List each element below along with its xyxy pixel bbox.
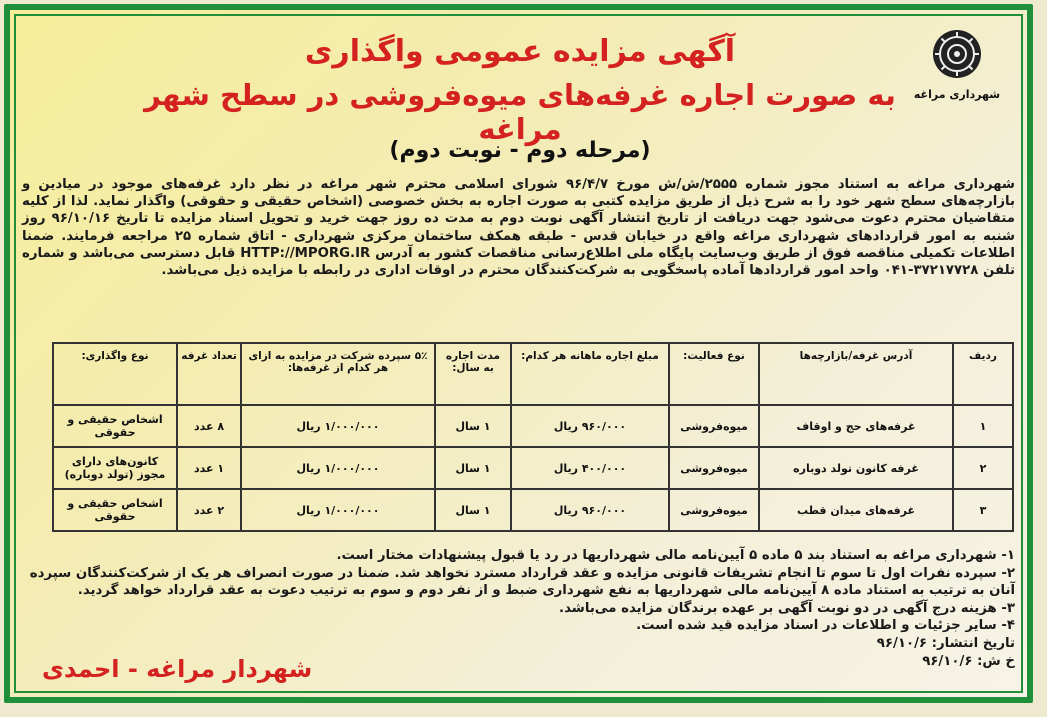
cell-rent: ۹۶۰/۰۰۰ ریال [511,405,669,447]
table-header-row [53,343,1013,405]
cell-count: ۲ عدد [177,489,241,531]
header-activity: نوع فعالیت: [669,343,759,405]
header-rent: مبلغ اجاره ماهانه هر کدام: [511,343,669,405]
signature: شهردار مراغه - احمدی [42,655,313,683]
note-1: ۱- شهرداری مراغه به استناد بند ۵ ماده ۵ آیین‌نامه مالی شهرداریها در رد یا قبول پیشنهادات مختار است. [336,548,1015,563]
note-3: ۳- هزینه درج آگهی در دو نوبت آگهی بر عهده برندگان مزایده می‌باشد. [559,600,1015,616]
cell-rent: ۹۶۰/۰۰۰ ریال [511,489,669,531]
table-row [53,447,1013,489]
header-duration: مدت اجاره به سال: [435,343,511,405]
publish-date: تاریخ انتشار: ۹۶/۱۰/۶ [876,635,1015,651]
cell-row-no: ۲ [953,447,1013,489]
cell-deposit: ۱/۰۰۰/۰۰۰ ریال [241,447,435,489]
header-assignment: نوع واگذاری: [53,343,177,405]
cell-deposit: ۱/۰۰۰/۰۰۰ ریال [241,489,435,531]
cell-assignment: اشخاص حقیقی و حقوقی [53,405,177,447]
cell-activity: میوه‌فروشی [669,447,759,489]
header-deposit: ۵٪ سپرده شرکت در مزایده به ازای هر کدام از غرفه‌ها: [241,343,435,405]
auction-table [52,342,1014,532]
logo [912,28,1002,101]
title-line-1: آگهی مزایده عمومی واگذاری [304,34,736,69]
cell-assignment: اشخاص حقیقی و حقوقی [53,489,177,531]
cell-address: غرفه‌های حج و اوقاف [759,405,953,447]
cell-count: ۸ عدد [177,405,241,447]
table-row [53,405,1013,447]
subtitle: (مرحله دوم - نوبت دوم) [389,138,651,163]
intro-paragraph: شهرداری مراغه به استناد مجوز شماره ۲۵۵۵/ش/ش مورخ ۹۶/۴/۷ شورای اسلامی محترم شهر مراغه در نظر دارد غرفه‌های موجود در میادین و بازارچه‌های سطح شهر خود را به شرح ذیل از طریق مزایده کتبی به صورت اجاره به بخش خصوصی (اشخاص حقیقی و حقوقی) واگذار نماید. لذا از کلیه متقاضیان محترم دعوت می‌شود جهت دریافت از تاریخ انتشار آگهی نوبت دوم به مدت ده روز جهت خرید و تحویل اسناد مزایده تا تاریخ ۹۶/۱۰/۱۶ روز شنبه به امور قراردادهای شهرداری مراغه واقع در خیابان قدس - طبقه همکف ساختمان مرکزی شهرداری - اتاق شماره ۲۵ مراجعه فرمایند. ضمنا اطلاعات تکمیلی مناقصه فوق از طریق وب‌سایت پایگاه ملی اطلاع‌رسانی مناقصات کشور به آدرس HTTP://MPORG.IR قابل دسترسی می‌باشد و شماره تلفن ۳۷۲۱۷۷۲۸-۰۴۱ واحد امور قراردادها آماده پاسخگویی به شرکت‌کنندگان محترم در اوقات اداری در رابطه با مزایده ذیل می‌باشد. [22,177,1016,279]
cell-assignment: کانون‌های دارای مجوز (تولد دوباره) [53,447,177,489]
note-4: ۴- سایر جزئیات و اطلاعات در اسناد مزایده قید شده است. [636,618,1015,634]
cell-activity: میوه‌فروشی [669,489,759,531]
cell-row-no: ۳ [953,489,1013,531]
header-row-no: ردیف [953,343,1013,405]
cell-duration: ۱ سال [435,447,511,489]
municipality-emblem-icon [931,28,983,80]
header-address: آدرس غرفه/بازارچه‌ها [759,343,953,405]
table-row [53,489,1013,531]
logo-text: شهرداری مراغه [913,88,1001,101]
cell-count: ۱ عدد [177,447,241,489]
note-2: ۲- سپرده نفرات اول تا سوم تا انجام تشریفات قانونی مزایده و عقد قرارداد مسترد نخواهد شد. ضمنا در صورت انصراف هر یک از شرکت‌کنندگان سپرده آنان به ترتیب به استناد ماده ۸ آیین‌نامه مالی شهرداریها به نفع شهرداری ضبط و از نفر دوم و سوم به ترتیب دعوت به عقد قرارداد خواهد گردید. [29,565,1015,599]
cell-deposit: ۱/۰۰۰/۰۰۰ ریال [241,405,435,447]
cell-rent: ۴۰۰/۰۰۰ ریال [511,447,669,489]
reference-date: خ ش: ۹۶/۱۰/۶ [922,653,1015,669]
title-line-2: به صورت اجاره غرفه‌های میوه‌فروشی در سطح شهر مراغه [144,78,896,146]
cell-activity: میوه‌فروشی [669,405,759,447]
header-count: تعداد غرفه [177,343,241,405]
cell-address: غرفه‌های میدان قطب [759,489,953,531]
cell-address: غرفه کانون تولد دوباره [759,447,953,489]
cell-duration: ۱ سال [435,489,511,531]
cell-row-no: ۱ [953,405,1013,447]
cell-duration: ۱ سال [435,405,511,447]
notes [22,547,1015,670]
